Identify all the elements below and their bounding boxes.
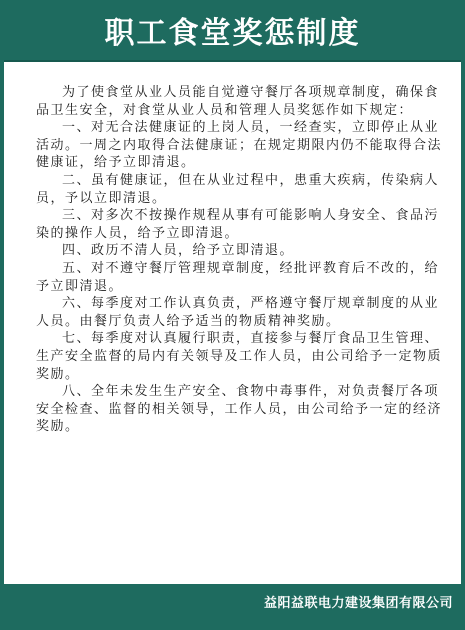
page-title: 职工食堂奖惩制度 [104,16,361,51]
rule-6: 六、每季度对工作认真负责，严格遵守餐厅规章制度的从业人员。由餐厅负责人给予适当的物质精神奖励。 [36,296,440,329]
intro-paragraph: 为了使食堂从业人员能自觉遵守餐厅各项规章制度，确保食品卫生安全，对食堂从业人员和管理人员奖惩作如下规定： [36,85,440,118]
company-name: 益阳益联电力建设集团有限公司 [263,596,453,611]
rule-4: 四、政历不清人员，给予立即清退。 [62,243,295,259]
footer-bar [0,584,465,630]
rule-1: 一、对无合法健康证的上岗人员，一经查实，立即停止从业活动。一周之内取得合法健康证；在规定期限内仍不能取得合法健康证，给予立即清退。 [36,120,443,171]
rule-3: 三、对多次不按操作规程从事有可能影响人身安全、食品污染的操作人员，给予立即清退。 [36,208,440,241]
rule-8: 八、全年未发生生产安全、食物中毒事件，对负责餐厅各项安全检查、监督的相关领导，工作人员，由公司给予一定的经济奖励。 [36,384,443,435]
regulation-body [36,84,448,436]
rule-7: 七、每季度对认真履行职责，直接参与餐厅食品卫生管理、生产安全监督的局内有关领导及工作人员，由公司给予一定物质奖励。 [36,331,443,382]
rule-2: 二、虽有健康证，但在从业过程中，患重大疾病，传染病人员，予以立即清退。 [36,172,440,206]
header-bar [0,0,465,60]
rule-5: 五、对不遵守餐厅管理规章制度，经批评教育后不改的，给予立即清退。 [36,260,440,294]
content-panel [4,60,461,584]
